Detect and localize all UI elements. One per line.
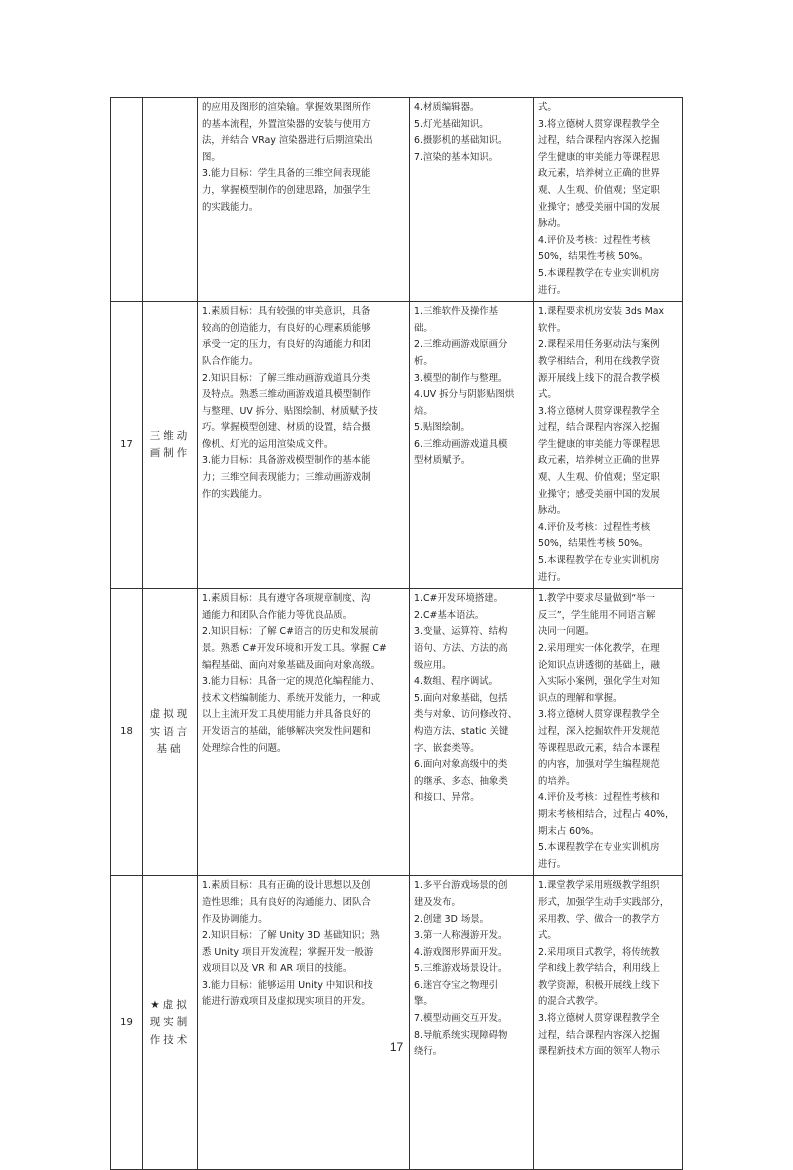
requirement-line: 的混合式教学。 <box>538 996 604 1008</box>
content-line: 级应用。 <box>414 659 452 671</box>
objective-line: 3.能力目标：能够运用 Unity 中知识和技 <box>202 979 373 991</box>
curriculum-table <box>110 97 683 1170</box>
requirement-line: 观、人生观、价值观；坚定职 <box>538 472 660 484</box>
content-line: 焙。 <box>414 405 433 417</box>
content-line: 字、嵌套类等。 <box>414 742 480 754</box>
content-line: 析。 <box>414 355 433 367</box>
content-line: 和接口、异常。 <box>414 792 480 804</box>
requirement-line: 教学资源，积极开展线上线下 <box>538 979 660 991</box>
requirement-line: 4.评价及考核：过程性考核 <box>538 521 651 533</box>
content-line: 7.模型动画交互开发。 <box>414 1013 508 1025</box>
objective-line: 3.能力目标：具备一定的规范化编程能力、 <box>202 676 380 688</box>
objective-line: 处理综合性的问题。 <box>202 742 287 754</box>
objective-line: 1.素质目标：具有正确的设计思想以及创 <box>202 880 371 892</box>
content-line: 构造方法、static 关键 <box>414 725 509 737</box>
course-number-cell: 19 <box>111 876 143 1170</box>
requirement-line: 形式，加强学生动手实践部分， <box>538 896 670 908</box>
teaching-requirements-cell <box>534 302 683 589</box>
requirement-line: 识点的理解和掌握。 <box>538 692 623 704</box>
table-row <box>111 589 683 876</box>
requirement-line: 2.课程采用任务驱动法与案例 <box>538 339 660 351</box>
requirement-line: 4.评价及考核：过程性考核和 <box>538 792 660 804</box>
requirement-line: 反三”，学生能用不同语言解 <box>538 609 656 621</box>
objective-line: 及特点。熟悉三维动画游戏道具模型制作 <box>202 389 371 401</box>
course-content-cell <box>410 302 534 589</box>
objective-line: 像机、灯光的运用渲染成文件。 <box>202 438 334 450</box>
content-line: 础。 <box>414 322 433 334</box>
objective-line: 造性思维；具有良好的沟通能力、团队合 <box>202 896 371 908</box>
content-line: 2.创建 3D 场景。 <box>414 913 489 925</box>
course-name-cell: 虚拟现实语言基础 <box>143 589 198 876</box>
requirement-line: 学和线上教学结合，利用线上 <box>538 963 660 975</box>
requirement-line: 式。 <box>538 389 557 401</box>
requirement-line: 期末占 60%。 <box>538 825 600 837</box>
objective-line: 以上主流开发工具使用能力并具备良好的 <box>202 709 371 721</box>
requirement-line: 过程，结合课程内容深入挖掘 <box>538 1029 660 1041</box>
requirement-line: 入实际小案例，强化学生对知 <box>538 676 660 688</box>
requirement-line: 源开展线上线下的混合教学模 <box>538 372 660 384</box>
requirement-line: 学生健康的审美能力等课程思 <box>538 151 660 163</box>
requirement-line: 采用教、学、做合一的教学方 <box>538 913 660 925</box>
course-content-cell <box>410 98 534 302</box>
requirement-line: 课程新技术方面的领军人物示 <box>538 1046 660 1058</box>
objective-line: 2.知识目标：了解三维动画游戏道具分类 <box>202 372 371 384</box>
objective-line: 较高的创造能力，有良好的心理素质能够 <box>202 322 371 334</box>
content-line: 类与对象、访问修改符、 <box>414 709 518 721</box>
requirement-line: 过程，深入挖掘软件开发规范 <box>538 725 660 737</box>
requirement-line: 3.将立德树人贯穿课程教学全 <box>538 1013 660 1025</box>
requirement-line: 5.本课程教学在专业实训机房 <box>538 267 660 279</box>
course-objectives-cell <box>198 589 410 876</box>
content-line: 的继承、多态、抽象类 <box>414 775 508 787</box>
course-number-cell: 18 <box>111 589 143 876</box>
requirement-line: 业操守；感受美丽中国的发展 <box>538 488 660 500</box>
content-line: 1.C#开发环境搭建。 <box>414 593 503 605</box>
requirement-line: 3.将立德树人贯穿课程教学全 <box>538 405 660 417</box>
course-name-cell: ★虚拟现实制作技术 <box>143 876 198 1170</box>
requirement-line: 政元素，培养树立正确的世界 <box>538 455 660 467</box>
content-line: 建及发布。 <box>414 896 461 908</box>
requirement-line: 过程，结合课程内容深入挖掘 <box>538 422 660 434</box>
course-number-cell: 17 <box>111 302 143 589</box>
requirement-line: 1.教学中要求尽量做到“举一 <box>538 593 655 605</box>
content-line: 3.模型的制作与整理。 <box>414 372 508 384</box>
objective-line: 编程基础、面向对象基础及面向对象高级。 <box>202 659 381 671</box>
content-line: 1.多平台游戏场景的创 <box>414 880 508 892</box>
content-line: 8.导航系统实现障碍物 <box>414 1029 508 1041</box>
requirement-line: 5.本课程教学在专业实训机房 <box>538 555 660 567</box>
requirement-line: 式。 <box>538 102 557 113</box>
course-content-cell <box>410 589 534 876</box>
requirement-line: 软件。 <box>538 322 567 334</box>
objective-line: 通能力和团队合作能力等优良品质。 <box>202 609 353 621</box>
objective-line: 2.知识目标：了解 Unity 3D 基础知识；熟 <box>202 930 380 942</box>
requirement-line: 3.将立德树人贯穿课程教学全 <box>538 709 660 721</box>
objective-line: 巧。掌握模型创建、材质的设置，结合摄 <box>202 422 371 434</box>
teaching-requirements-cell <box>534 589 683 876</box>
requirement-line: 5.本课程教学在专业实训机房 <box>538 842 660 854</box>
objective-line: 景。熟悉 C#开发环境和开发工具。掌握 C# <box>202 643 387 654</box>
requirement-line: 1.课程要求机房安装 3ds Max <box>538 306 665 318</box>
content-line: 7.渲染的基本知识。 <box>414 151 498 163</box>
objective-line: 的实践能力。 <box>202 201 259 213</box>
content-line: 4.游戏图形界面开发。 <box>414 946 508 958</box>
objective-line: 力，掌握模型制作的创建思路，加强学生 <box>202 184 371 196</box>
requirement-line: 进行。 <box>538 284 567 296</box>
objective-line: 的基本流程，外置渲染器的安装与使用方 <box>202 118 371 130</box>
requirement-line: 式。 <box>538 930 557 942</box>
course-objectives-cell <box>198 876 410 1170</box>
objective-line: 3.能力目标：具备游戏模型制作的基本能 <box>202 455 371 467</box>
requirement-line: 决同一问题。 <box>538 626 595 638</box>
objective-line: 队合作能力。 <box>202 355 259 367</box>
content-line: 4.UV 拆分与阴影贴图烘 <box>414 389 515 401</box>
requirement-line: 学生健康的审美能力等课程思 <box>538 438 660 450</box>
objective-line: 2.知识目标：了解 C#语言的历史和发展前 <box>202 626 379 638</box>
requirement-line: 1.课堂教学采用班级教学组织 <box>538 880 660 892</box>
requirement-line: 2.采用理实一体化教学，在理 <box>538 643 660 654</box>
content-line: 型材质赋予。 <box>414 455 471 467</box>
requirement-line: 等课程思政元素，结合本课程 <box>538 742 660 754</box>
course-name-cell <box>143 98 198 302</box>
content-line: 4.数组、程序调试。 <box>414 676 498 688</box>
objective-line: 1.素质目标：具有遵守各项规章制度、沟 <box>202 593 371 605</box>
content-line: 3.第一人称漫游开发。 <box>414 930 508 942</box>
content-line: 6.三维动画游戏道具模 <box>414 438 508 450</box>
content-line: 6.面向对象高级中的类 <box>414 759 508 771</box>
course-objectives-cell <box>198 302 410 589</box>
requirement-line: 论知识点讲透彻的基础上，融 <box>538 659 660 671</box>
table-row <box>111 98 683 302</box>
course-objectives-cell <box>198 98 410 302</box>
requirement-line: 脉动。 <box>538 505 567 517</box>
requirement-line: 过程，结合课程内容深入挖掘 <box>538 135 660 147</box>
objective-line: 开发语言的基础，能够解决突发性问题和 <box>202 725 371 737</box>
requirement-line: 50%，结果性考核 50%。 <box>538 251 649 263</box>
content-line: 5.三维游戏场景设计。 <box>414 963 508 975</box>
objective-line: 作及协调能力。 <box>202 913 268 925</box>
objective-line: 承受一定的压力，有良好的沟通能力和团 <box>202 339 371 351</box>
content-line: 1.三维软件及操作基 <box>414 306 498 318</box>
content-line: 5.贴图绘制。 <box>414 422 470 434</box>
requirement-line: 政元素，培养树立正确的世界 <box>538 168 660 180</box>
objective-line: 悉 Unity 项目开发流程；掌握开发一般游 <box>202 946 374 958</box>
content-line: 2.C#基本语法。 <box>414 609 485 621</box>
content-line: 5.灯光基础知识。 <box>414 118 489 130</box>
requirement-line: 进行。 <box>538 858 567 870</box>
objective-line: 3.能力目标：学生具备的三维空间表现能 <box>202 168 371 180</box>
objective-line: 戏项目以及 VR 和 AR 项目的技能。 <box>202 963 353 975</box>
course-content-cell <box>410 876 534 1170</box>
content-line: 语句、方法、方法的高 <box>414 643 508 654</box>
table-row <box>111 876 683 1170</box>
requirement-line: 脉动。 <box>538 218 567 230</box>
teaching-requirements-cell <box>534 98 683 302</box>
table-row <box>111 302 683 589</box>
objective-line: 力；三维空间表现能力；三维动画游戏制 <box>202 472 371 484</box>
content-line: 2.三维动画游戏原画分 <box>414 339 508 351</box>
objective-line: 图。 <box>202 151 221 163</box>
content-line: 6.迷宫夺宝之物理引 <box>414 979 498 991</box>
objective-line: 1.素质目标：具有较强的审美意识，具备 <box>202 306 371 318</box>
content-line: 绕行。 <box>414 1046 443 1058</box>
objective-line: 与整理、UV 拆分、贴图绘制、材质赋予技 <box>202 405 378 417</box>
requirement-line: 4.评价及考核：过程性考核 <box>538 234 651 246</box>
content-line: 5.面向对象基础，包括 <box>414 692 508 704</box>
objective-line: 能进行游戏项目及虚拟现实项目的开发。 <box>202 996 371 1008</box>
objective-line: 法，并结合 VRay 渲染器进行后期渲染出 <box>202 135 373 147</box>
course-name-cell: 三维动画制作 <box>143 302 198 589</box>
objective-line: 作的实践能力。 <box>202 488 268 500</box>
requirement-line: 期末考核相结合，过程占 40%， <box>538 808 675 820</box>
requirement-line: 3.将立德树人贯穿课程教学全 <box>538 118 660 130</box>
table-body <box>111 98 683 1170</box>
content-line: 4.材质编辑器。 <box>414 102 480 113</box>
content-line: 擎。 <box>414 996 433 1008</box>
requirement-line: 2.采用项目式教学，将传统教 <box>538 946 660 958</box>
requirement-line: 教学相结合，利用在线教学资 <box>538 355 660 367</box>
requirement-line: 50%，结果性考核 50%。 <box>538 538 649 550</box>
objective-line: 的应用及图形的渲染输。掌握效果图所作 <box>202 102 371 113</box>
requirement-line: 的内容，加强对学生编程规范 <box>538 759 660 771</box>
page-number: 17 <box>389 1040 404 1054</box>
course-number-cell <box>111 98 143 302</box>
objective-line: 技术文档编制能力、系统开发能力，一种或 <box>202 692 381 704</box>
requirement-line: 观、人生观、价值观；坚定职 <box>538 184 660 196</box>
teaching-requirements-cell <box>534 876 683 1170</box>
requirement-line: 的培养。 <box>538 775 576 787</box>
content-line: 3.变量、运算符、结构 <box>414 626 508 638</box>
requirement-line: 业操守；感受美丽中国的发展 <box>538 201 660 213</box>
requirement-line: 进行。 <box>538 571 567 583</box>
content-line: 6.摄影机的基础知识。 <box>414 135 508 147</box>
